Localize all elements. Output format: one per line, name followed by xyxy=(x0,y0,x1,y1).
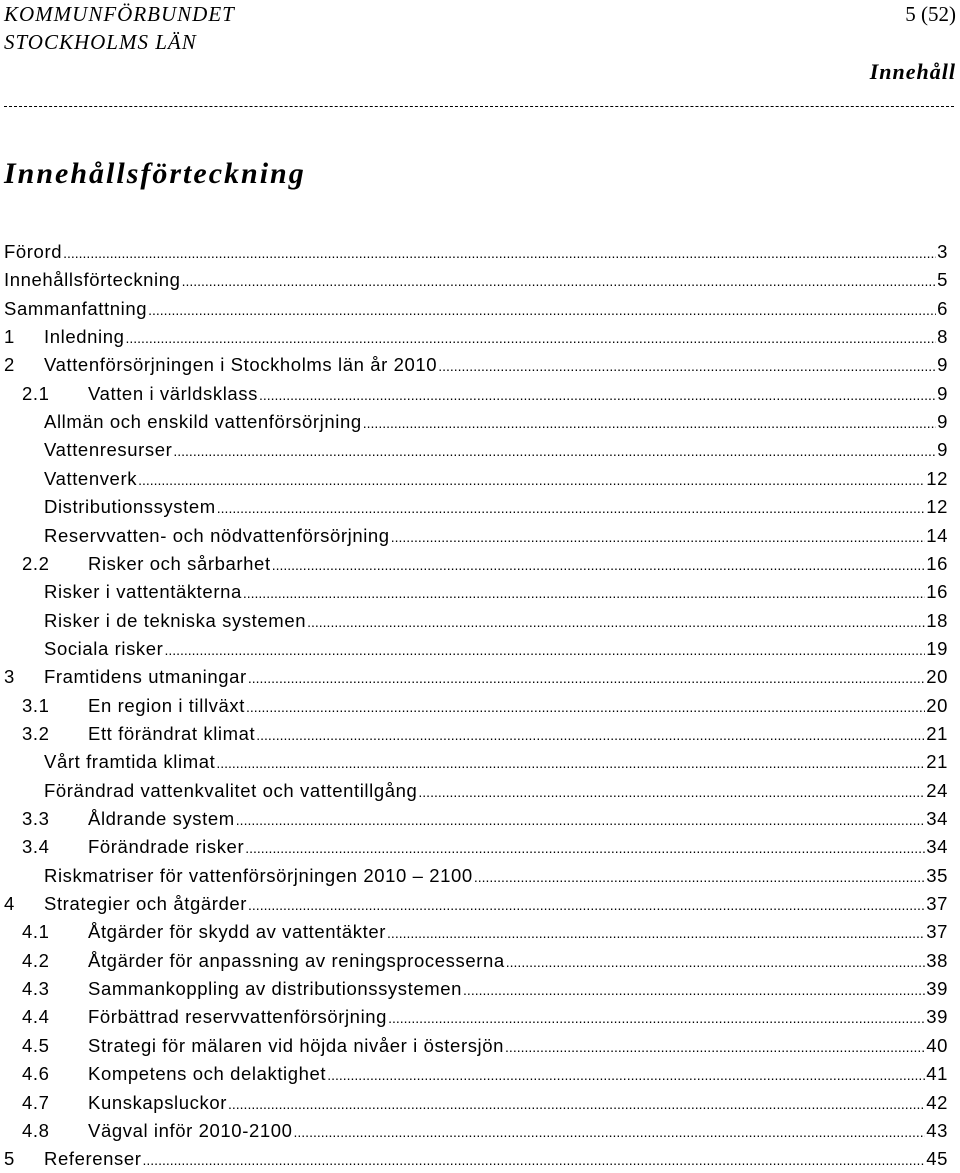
toc-entry-page-number: 3 xyxy=(937,241,948,262)
toc-entry-page-number: 39 xyxy=(926,1006,948,1028)
toc-entry-page-number: 9 xyxy=(937,439,948,461)
toc-entry-page-number: 9 xyxy=(937,354,948,376)
toc-entry-number: 4.4 xyxy=(22,1006,50,1028)
toc-entry-page-number: 6 xyxy=(937,297,948,319)
toc-entry-page-number: 37 xyxy=(926,921,948,943)
toc-dot-leader xyxy=(248,664,925,691)
toc-entry-number: 4.1 xyxy=(22,921,50,943)
toc-entry-number: 3.2 xyxy=(22,722,50,744)
toc-dot-leader xyxy=(246,693,925,720)
toc-entry-number: 4.3 xyxy=(22,978,50,1000)
toc-entry-page-number: 34 xyxy=(926,808,948,829)
toc-entry-title: Vattenverk xyxy=(44,467,138,489)
toc-entry[interactable] xyxy=(22,918,948,946)
toc-entry[interactable] xyxy=(4,1145,948,1173)
toc-entry-number: 4.5 xyxy=(22,1034,50,1056)
toc-entry[interactable] xyxy=(22,550,948,578)
toc-entry-page-number: 16 xyxy=(926,552,948,574)
toc-entry-title: Allmän och enskild vattenförsörjning xyxy=(44,411,362,433)
toc-entry[interactable] xyxy=(44,522,948,550)
toc-entry-title: Åldrande system xyxy=(88,808,235,829)
toc-entry-page-number: 39 xyxy=(926,978,948,1000)
toc-dot-leader xyxy=(363,409,936,436)
toc-dot-leader xyxy=(248,891,925,918)
toc-entry-page-number: 37 xyxy=(926,893,948,915)
toc-entry-number: 3.4 xyxy=(22,836,50,858)
toc-entry-title: Riskmatriser för vattenförsörjningen 2010 – 2100 xyxy=(44,864,473,886)
toc-dot-leader xyxy=(138,466,925,493)
toc-entry-title: Inledning xyxy=(44,326,125,348)
toc-entry-number: 4.2 xyxy=(22,949,50,971)
toc-entry-page-number: 9 xyxy=(937,382,948,404)
toc-entry-title: Vatten i världsklass xyxy=(88,382,258,404)
toc-entry-title: Ett förändrat klimat xyxy=(88,722,256,744)
toc-entry[interactable] xyxy=(4,323,948,351)
toc-entry[interactable] xyxy=(44,436,948,464)
toc-entry-title: Distributionssystem xyxy=(44,496,216,518)
toc-entry-page-number: 20 xyxy=(926,694,948,716)
toc-dot-leader xyxy=(236,806,925,833)
toc-entry-page-number: 45 xyxy=(926,1148,948,1170)
toc-entry-number: 4 xyxy=(4,893,15,915)
toc-entry[interactable] xyxy=(44,862,948,890)
toc-entry-page-number: 5 xyxy=(937,269,948,291)
toc-entry[interactable] xyxy=(44,777,948,805)
toc-dot-leader xyxy=(245,834,925,861)
toc-dot-leader xyxy=(256,721,925,748)
toc-entry-title: Sammankoppling av distributionssystemen xyxy=(88,978,463,1000)
toc-entry[interactable] xyxy=(22,975,948,1003)
toc-entry[interactable] xyxy=(22,833,948,861)
toc-title: Innehållsförteckning xyxy=(4,157,306,190)
toc-entry[interactable] xyxy=(4,295,948,323)
toc-entry[interactable] xyxy=(44,578,948,606)
toc-entry-number: 5 xyxy=(4,1148,15,1170)
toc-entry-page-number: 34 xyxy=(926,836,948,858)
toc-entry-number: 4.8 xyxy=(22,1119,50,1141)
header-page-reference: 5 (52) xyxy=(905,2,956,26)
toc-entry-title: Kunskapsluckor xyxy=(88,1091,227,1113)
toc-entry-page-number: 43 xyxy=(926,1119,948,1141)
toc-entry[interactable] xyxy=(22,1003,948,1031)
toc-dot-leader xyxy=(228,1090,925,1117)
toc-entry[interactable] xyxy=(22,1089,948,1117)
header-organization-line1: KOMMUNFÖRBUNDET xyxy=(4,2,235,26)
toc-dot-leader xyxy=(307,608,925,635)
toc-entry[interactable] xyxy=(22,805,948,833)
toc-dot-leader xyxy=(505,1033,925,1060)
toc-dot-leader xyxy=(463,976,925,1003)
toc-dot-leader xyxy=(217,494,925,521)
toc-entry-title: Risker i de tekniska systemen xyxy=(44,609,307,631)
toc-dot-leader xyxy=(243,579,925,606)
toc-entry-number: 2.2 xyxy=(22,552,50,574)
toc-entry-title: Sociala risker xyxy=(44,637,164,659)
toc-entry[interactable] xyxy=(44,408,948,436)
toc-entry[interactable] xyxy=(4,351,948,379)
toc-entry[interactable] xyxy=(22,1060,948,1088)
toc-entry-page-number: 41 xyxy=(926,1063,948,1085)
toc-entry-title: Sammanfattning xyxy=(4,297,148,319)
toc-entry[interactable] xyxy=(44,493,948,521)
toc-entry-title: Framtidens utmaningar xyxy=(44,666,247,688)
toc-dot-leader xyxy=(391,523,926,550)
toc-entry-title: Risker och sårbarhet xyxy=(88,552,271,574)
toc-dot-leader xyxy=(474,863,925,890)
toc-entry[interactable] xyxy=(22,1032,948,1060)
toc-entry[interactable] xyxy=(44,607,948,635)
toc-entry-page-number: 16 xyxy=(926,581,948,603)
toc-entry[interactable] xyxy=(4,663,948,691)
toc-entry-page-number: 35 xyxy=(926,864,948,886)
toc-entry-title: Åtgärder för skydd av vattentäkter xyxy=(88,921,387,943)
toc-dot-leader xyxy=(388,1004,925,1031)
toc-entry-title: Innehållsförteckning xyxy=(4,269,181,291)
toc-entry-number: 4.6 xyxy=(22,1063,50,1085)
toc-entry-page-number: 18 xyxy=(926,609,948,631)
header-divider xyxy=(4,106,954,107)
toc-entry-page-number: 14 xyxy=(926,524,948,546)
toc-entry-number: 3 xyxy=(4,666,15,688)
toc-entry-title: Strategi för mälaren vid höjda nivåer i östersjön xyxy=(88,1034,505,1056)
header-section-title: Innehåll xyxy=(869,59,956,84)
toc-dot-leader xyxy=(272,551,926,578)
toc-entry-page-number: 12 xyxy=(926,496,948,518)
toc-entry-page-number: 40 xyxy=(926,1034,948,1056)
toc-dot-leader xyxy=(327,1061,925,1088)
toc-entry-title: Vattenresurser xyxy=(44,439,173,461)
toc-entry-page-number: 8 xyxy=(937,326,948,348)
header-organization-line2: STOCKHOLMS LÄN xyxy=(4,30,197,54)
toc-entry-number: 2 xyxy=(4,354,15,376)
toc-entry-title: Förbättrad reservvattenförsörjning xyxy=(88,1006,388,1028)
toc-dot-leader xyxy=(294,1118,926,1145)
toc-dot-leader xyxy=(438,352,936,379)
toc-entry-number: 1 xyxy=(4,326,15,348)
toc-entry-number: 3.3 xyxy=(22,808,50,829)
toc-dot-leader xyxy=(148,296,936,323)
toc-entry-page-number: 38 xyxy=(926,949,948,971)
toc-dot-leader xyxy=(182,267,937,294)
toc-dot-leader xyxy=(216,749,925,776)
toc-entry-number: 2.1 xyxy=(22,382,50,404)
toc-entry-title: En region i tillväxt xyxy=(88,694,245,716)
toc-dot-leader xyxy=(164,636,925,663)
toc-entry[interactable] xyxy=(22,380,948,408)
toc-entry-title: Vårt framtida klimat xyxy=(44,751,216,773)
toc-entry-title: Förändrad vattenkvalitet och vattentillgång xyxy=(44,779,418,801)
toc-entry-page-number: 42 xyxy=(926,1091,948,1113)
toc-entry[interactable] xyxy=(22,720,948,748)
toc-entry-title: Förord xyxy=(4,241,63,262)
toc-entry-title: Strategier och åtgärder xyxy=(44,893,248,915)
toc-entry[interactable] xyxy=(4,890,948,918)
toc-entry-page-number: 21 xyxy=(926,722,948,744)
toc-dot-leader xyxy=(418,778,925,805)
toc-entry[interactable] xyxy=(44,748,948,776)
toc-entry-page-number: 21 xyxy=(926,751,948,773)
toc-entry[interactable] xyxy=(44,635,948,663)
toc-entry-title: Åtgärder för anpassning av reningsprocesserna xyxy=(88,949,505,971)
toc-dot-leader xyxy=(126,324,937,351)
toc-dot-leader xyxy=(259,381,936,408)
toc-entry-title: Kompetens och delaktighet xyxy=(88,1063,327,1085)
toc-entry-title: Förändrade risker xyxy=(88,836,245,858)
toc-entry-page-number: 9 xyxy=(937,411,948,433)
toc-entry[interactable] xyxy=(4,238,948,266)
toc-dot-leader xyxy=(506,948,925,975)
toc-entry[interactable] xyxy=(4,266,948,294)
toc-entry-title: Risker i vattentäkterna xyxy=(44,581,242,603)
toc-entry-number: 4.7 xyxy=(22,1091,50,1113)
toc-dot-leader xyxy=(387,919,925,946)
toc-dot-leader xyxy=(143,1146,926,1173)
toc-entry-page-number: 12 xyxy=(926,467,948,489)
toc-entry[interactable] xyxy=(22,692,948,720)
toc-entry-page-number: 24 xyxy=(926,779,948,801)
toc-entry-title: Vattenförsörjningen i Stockholms län år 2010 xyxy=(44,354,438,376)
toc-entry[interactable] xyxy=(44,465,948,493)
toc-dot-leader xyxy=(63,239,936,266)
toc-entry-title: Reservvatten- och nödvattenförsörjning xyxy=(44,524,390,546)
toc-entry-title: Vägval inför 2010-2100 xyxy=(88,1119,293,1141)
toc-entry-number: 3.1 xyxy=(22,694,50,716)
toc-entry[interactable] xyxy=(22,947,948,975)
toc-entry[interactable] xyxy=(22,1117,948,1145)
toc-dot-leader xyxy=(173,437,936,464)
toc-entry-page-number: 20 xyxy=(926,666,948,688)
toc-entry-page-number: 19 xyxy=(926,637,948,659)
toc-entry-title: Referenser xyxy=(44,1148,142,1170)
